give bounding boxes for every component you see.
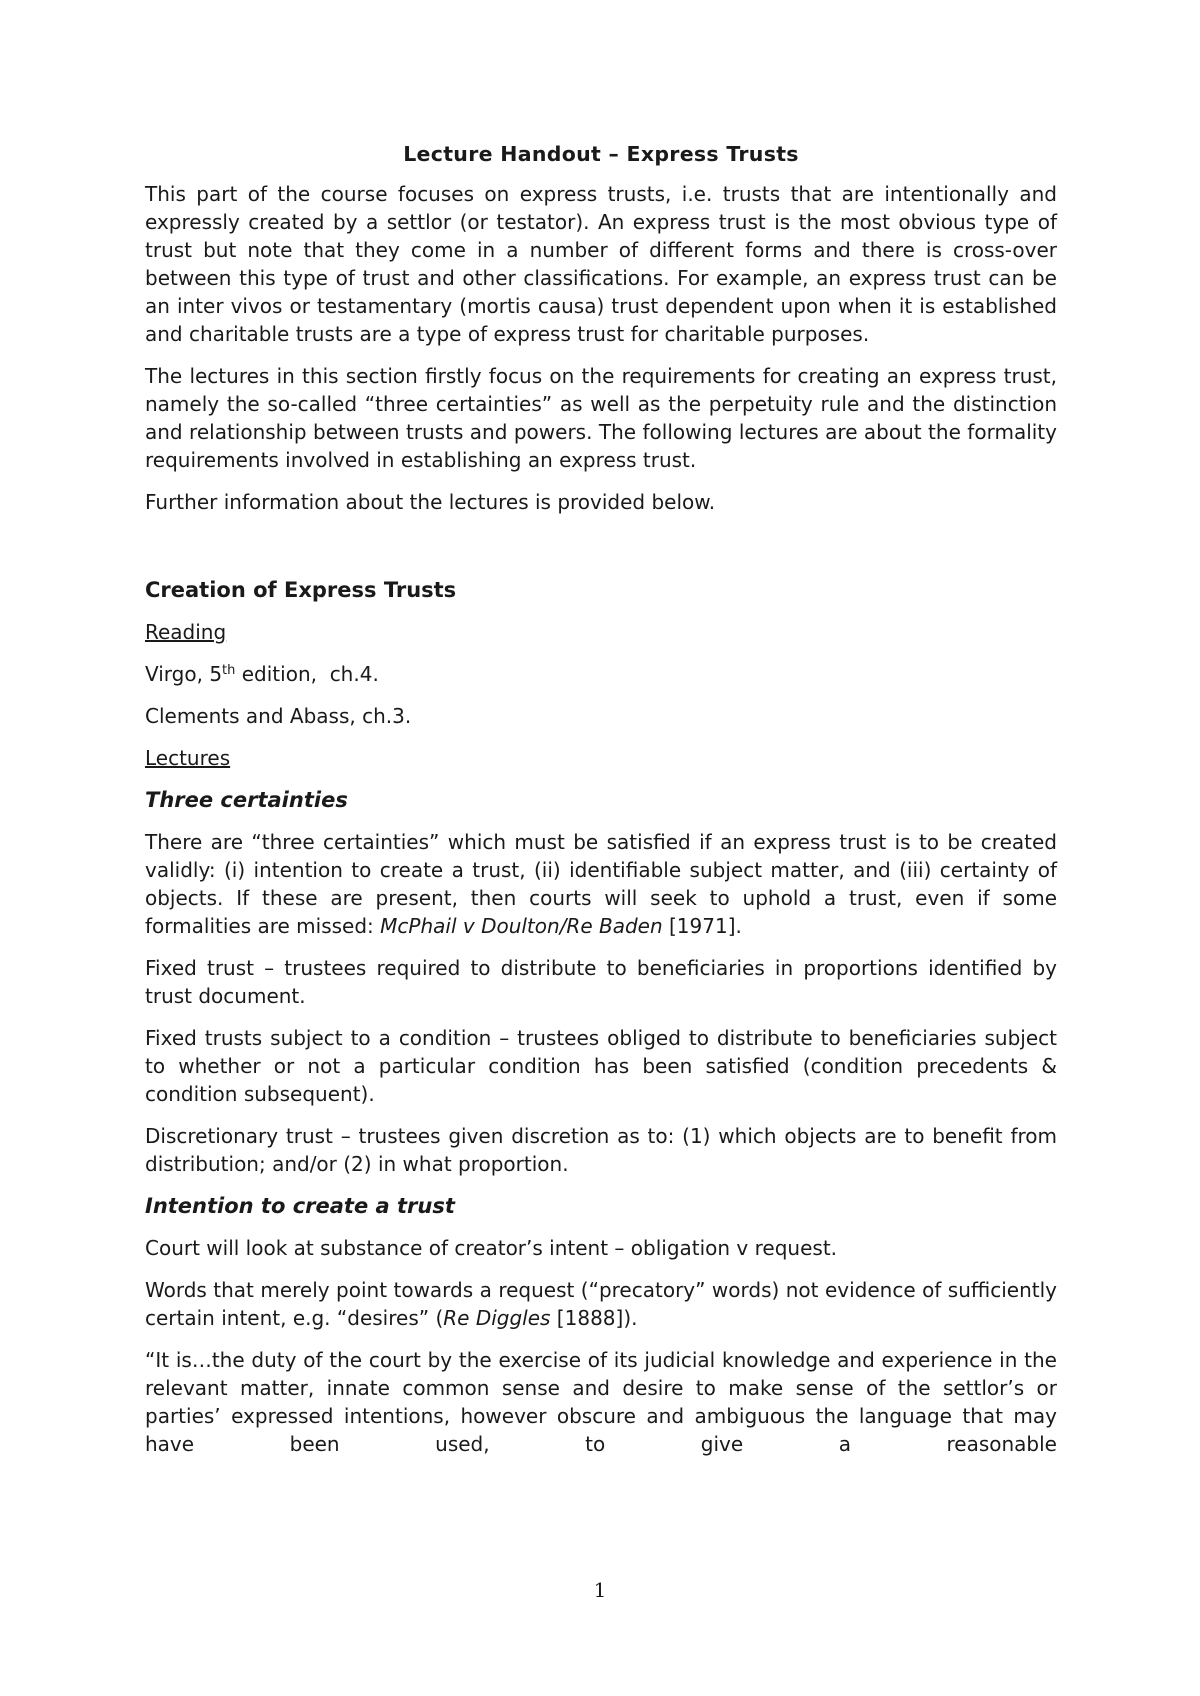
document-title: Lecture Handout – Express Trusts — [403, 142, 799, 166]
case-mcphail: McPhail v Doulton/Re Baden — [380, 914, 663, 938]
subheading-three-certainties: Three certainties — [145, 788, 348, 812]
three-certainties-paragraph — [145, 828, 1057, 940]
case-mcphail-year: [1971]. — [662, 914, 742, 938]
page-number: 1 — [593, 1578, 607, 1602]
lectures-label: Lectures — [145, 746, 231, 770]
fixed-condition-paragraph: Fixed trusts subject to a condition – trustees obliged to distribute to beneficiaries subject to whether or not a particular condition has been satisfied (condition precedents & condition subsequent). — [145, 1026, 1057, 1106]
section-heading-creation: Creation of Express Trusts — [145, 578, 457, 602]
intro-paragraph-1: This part of the course focuses on express trusts, i.e. trusts that are intentionally and expressly created by a settlor (or testator). An express trust is the most obvious type of trust but note that they come in a number of different forms and there is cross-over between this type of trust and other classifications. For example, an express trust can be an inter vivos or testamentary (mortis causa) trust dependent upon when it is established and charitable trusts are a type of express trust for charitable purposes. — [145, 182, 1057, 346]
document-page — [145, 140, 1057, 1472]
intention-paragraph-1: Court will look at substance of creator’s intent – obligation v request. — [145, 1236, 838, 1260]
reading-virgo-sup: th — [222, 663, 236, 678]
fixed-trust-paragraph: Fixed trust – trustees required to distribute to beneficiaries in proportions identified by trust document. — [145, 956, 1057, 1008]
intention-p2-text: Words that merely point towards a request (“precatory” words) not evidence of sufficiently certain intent, e.g. “desires” ( — [145, 1278, 1057, 1330]
intro-paragraph-3: Further information about the lectures is provided below. — [145, 490, 716, 514]
case-re-diggles: Re Diggles — [443, 1306, 551, 1330]
intro-paragraph-2: The lectures in this section firstly focus on the requirements for creating an express trust, namely the so-called “three certainties” as well as the perpetuity rule and the distinction and relationship between trusts and powers. The following lectures are about the formality requirements involved in establishing an express trust. — [145, 364, 1057, 472]
reading-label: Reading — [145, 620, 227, 644]
reading-item-clements: Clements and Abass, ch.3. — [145, 704, 412, 728]
reading-virgo-edition: edition, ch.4. — [235, 662, 379, 686]
reading-item-virgo — [145, 660, 1057, 688]
intention-paragraph-2 — [145, 1276, 1057, 1332]
subheading-intention: Intention to create a trust — [145, 1194, 455, 1218]
discretionary-paragraph: Discretionary trust – trustees given discretion as to: (1) which objects are to benefit from distribution; and/or (2) in what proportion. — [145, 1124, 1057, 1176]
intention-quote: “It is…the duty of the court by the exercise of its judicial knowledge and experience in the relevant matter, innate common sense and desire to make sense of the settlor’s or parties’ expressed intentions, however obscure and ambiguous the language that may have been used, to give a reasonable — [145, 1348, 1057, 1456]
case-re-diggles-year: [1888]). — [550, 1306, 638, 1330]
three-certainties-text: There are “three certainties” which must be satisfied if an express trust is to be created validly: (i) intention to create a trust, (ii) identifiable subject matter, and (iii) certainty of objects. If these are present, then courts will seek to uphold a trust, even if some formalities are missed: — [145, 830, 1057, 938]
reading-virgo-text: Virgo, 5 — [145, 662, 223, 686]
